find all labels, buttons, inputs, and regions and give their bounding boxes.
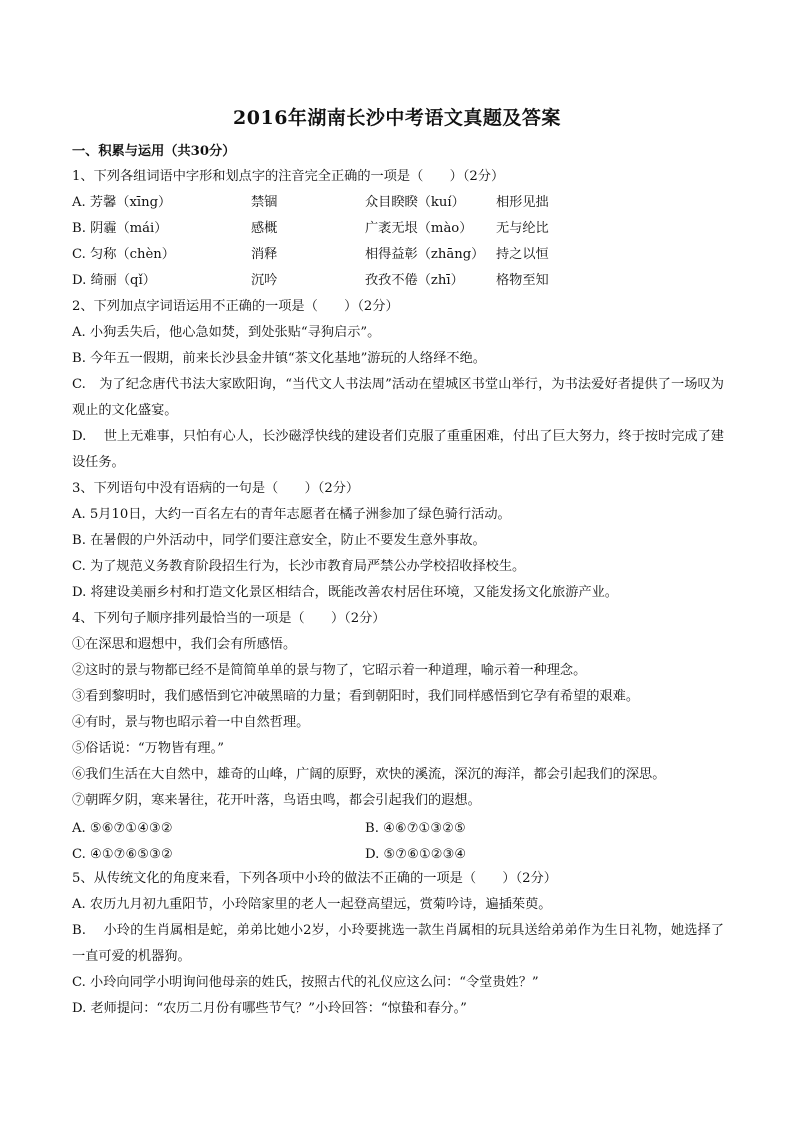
question-5-stem: 5、从传统文化的角度来看，下列各项中小玲的做法不正确的一项是（ ）（2分） — [72, 871, 557, 886]
sentence-7: ⑦朝晖夕阴，寒来暑往，花开叶落，鸟语虫鸣，都会引起我们的遐想。 — [72, 793, 481, 808]
question-4-option-d: D. ⑤⑦⑥①②③④ — [365, 847, 467, 862]
question-4-option-c: C. ④①⑦⑥⑤③② — [72, 847, 173, 862]
question-4-option-b: B. ④⑥⑦①③②⑤ — [365, 821, 466, 836]
option-cell: D. 绮丽（qǐ） — [72, 273, 156, 288]
question-2-stem: 2、下列加点字词语运用不正确的一项是（ ）（2分） — [72, 299, 399, 314]
question-4-option-a: A. ⑤⑥⑦①④③② — [72, 821, 173, 836]
question-3-option-d: D. 将建设美丽乡村和打造文化景区相结合，既能改善农村居住环境，又能发扬文化旅游产业。 — [72, 585, 618, 600]
option-cell: 众目睽睽（kuí） — [365, 195, 465, 210]
option-cell: 广袤无垠（mào） — [365, 221, 473, 236]
question-3-option-c: C. 为了规范义务教育阶段招生行为，长沙市教育局严禁公办学校招收择校生。 — [72, 559, 526, 574]
question-4-stem: 4、下列句子顺序排列最恰当的一项是（ ）（2分） — [72, 611, 386, 626]
question-2-option-b: B. 今年五一假期，前来长沙县金井镇“茶文化基地”游玩的人络绎不绝。 — [72, 351, 486, 366]
option-cell: A. 芳馨（xīng） — [72, 195, 172, 210]
option-cell: 禁锢 — [251, 195, 278, 210]
sentence-6: ⑥我们生活在大自然中，雄奇的山峰，广阔的原野，欢快的溪流，深沉的海洋，都会引起我们的深思。 — [72, 767, 666, 782]
question-2-option-d: D. 世上无难事，只怕有心人，长沙磁浮快线的建设者们克服了重重困难，付出了巨大努力，终于按时完成了建设任务。 — [72, 429, 724, 470]
sentence-2: ②这时的景与物都已经不是简简单单的景与物了，它昭示着一种道理，喻示着一种理念。 — [72, 663, 587, 678]
option-cell: B. 阴霾（mái） — [72, 221, 168, 236]
question-1-stem: 1、下列各组词语中字形和划点字的注音完全正确的一项是（ ）（2分） — [72, 169, 505, 184]
document-title: 2016年湖南长沙中考语文真题及答案 — [233, 107, 561, 129]
option-cell: 相得益彰（zhāng） — [365, 247, 485, 262]
sentence-3: ③看到黎明时，我们感悟到它冲破黑暗的力量；看到朝阳时，我们同样感悟到它孕有希望的艰难。 — [72, 689, 640, 704]
question-5-option-d: D. 老师提问：“农历二月份有哪些节气？”小玲回答：“惊蛰和春分。” — [72, 1001, 467, 1016]
option-cell: 相形见拙 — [496, 195, 549, 210]
question-2-option-a: A. 小狗丢失后，他心急如焚，到处张贴“寻狗启示”。 — [72, 325, 381, 340]
question-3-stem: 3、下列语句中没有语病的一句是（ ）（2分） — [72, 481, 360, 496]
sentence-4: ④有时，景与物也昭示着一中自然哲理。 — [72, 715, 310, 730]
section-heading: 一、积累与运用（共30分） — [72, 144, 236, 159]
option-cell: 持之以恒 — [496, 247, 549, 262]
option-cell: C. 匀称（chèn） — [72, 247, 175, 262]
option-cell: 消释 — [251, 247, 278, 262]
option-cell: 孜孜不倦（zhī） — [365, 273, 464, 288]
option-cell: 沉吟 — [251, 273, 278, 288]
sentence-5: ⑤俗话说：“万物皆有理。” — [72, 741, 224, 756]
sentence-1: ①在深思和遐想中，我们会有所感悟。 — [72, 637, 297, 652]
question-2-option-c: C. 为了纪念唐代书法大家欧阳询，“当代文人书法周”活动在望城区书堂山举行，为书法爱好者提供了一场叹为观止的文化盛宴。 — [72, 377, 724, 418]
question-5-option-c: C. 小玲向同学小明询问他母亲的姓氏，按照古代的礼仪应这么问：“令堂贵姓？” — [72, 975, 539, 990]
option-cell: 无与纶比 — [496, 221, 549, 236]
question-5-option-b: B. 小玲的生肖属相是蛇，弟弟比她小2岁，小玲要挑选一款生肖属相的玩具送给弟弟作为生日礼物，她选择了一直可爱的机器狗。 — [72, 923, 724, 964]
option-cell: 感概 — [251, 221, 278, 236]
question-3-option-a: A. 5月10日，大约一百名左右的青年志愿者在橘子洲参加了绿色骑行活动。 — [72, 507, 511, 522]
option-cell: 格物至知 — [496, 273, 549, 288]
question-5-option-a: A. 农历九月初九重阳节，小玲陪家里的老人一起登高望远，赏菊吟诗，遍插茱萸。 — [72, 897, 552, 912]
question-3-option-b: B. 在暑假的户外活动中，同学们要注意安全，防止不要发生意外事故。 — [72, 533, 486, 548]
